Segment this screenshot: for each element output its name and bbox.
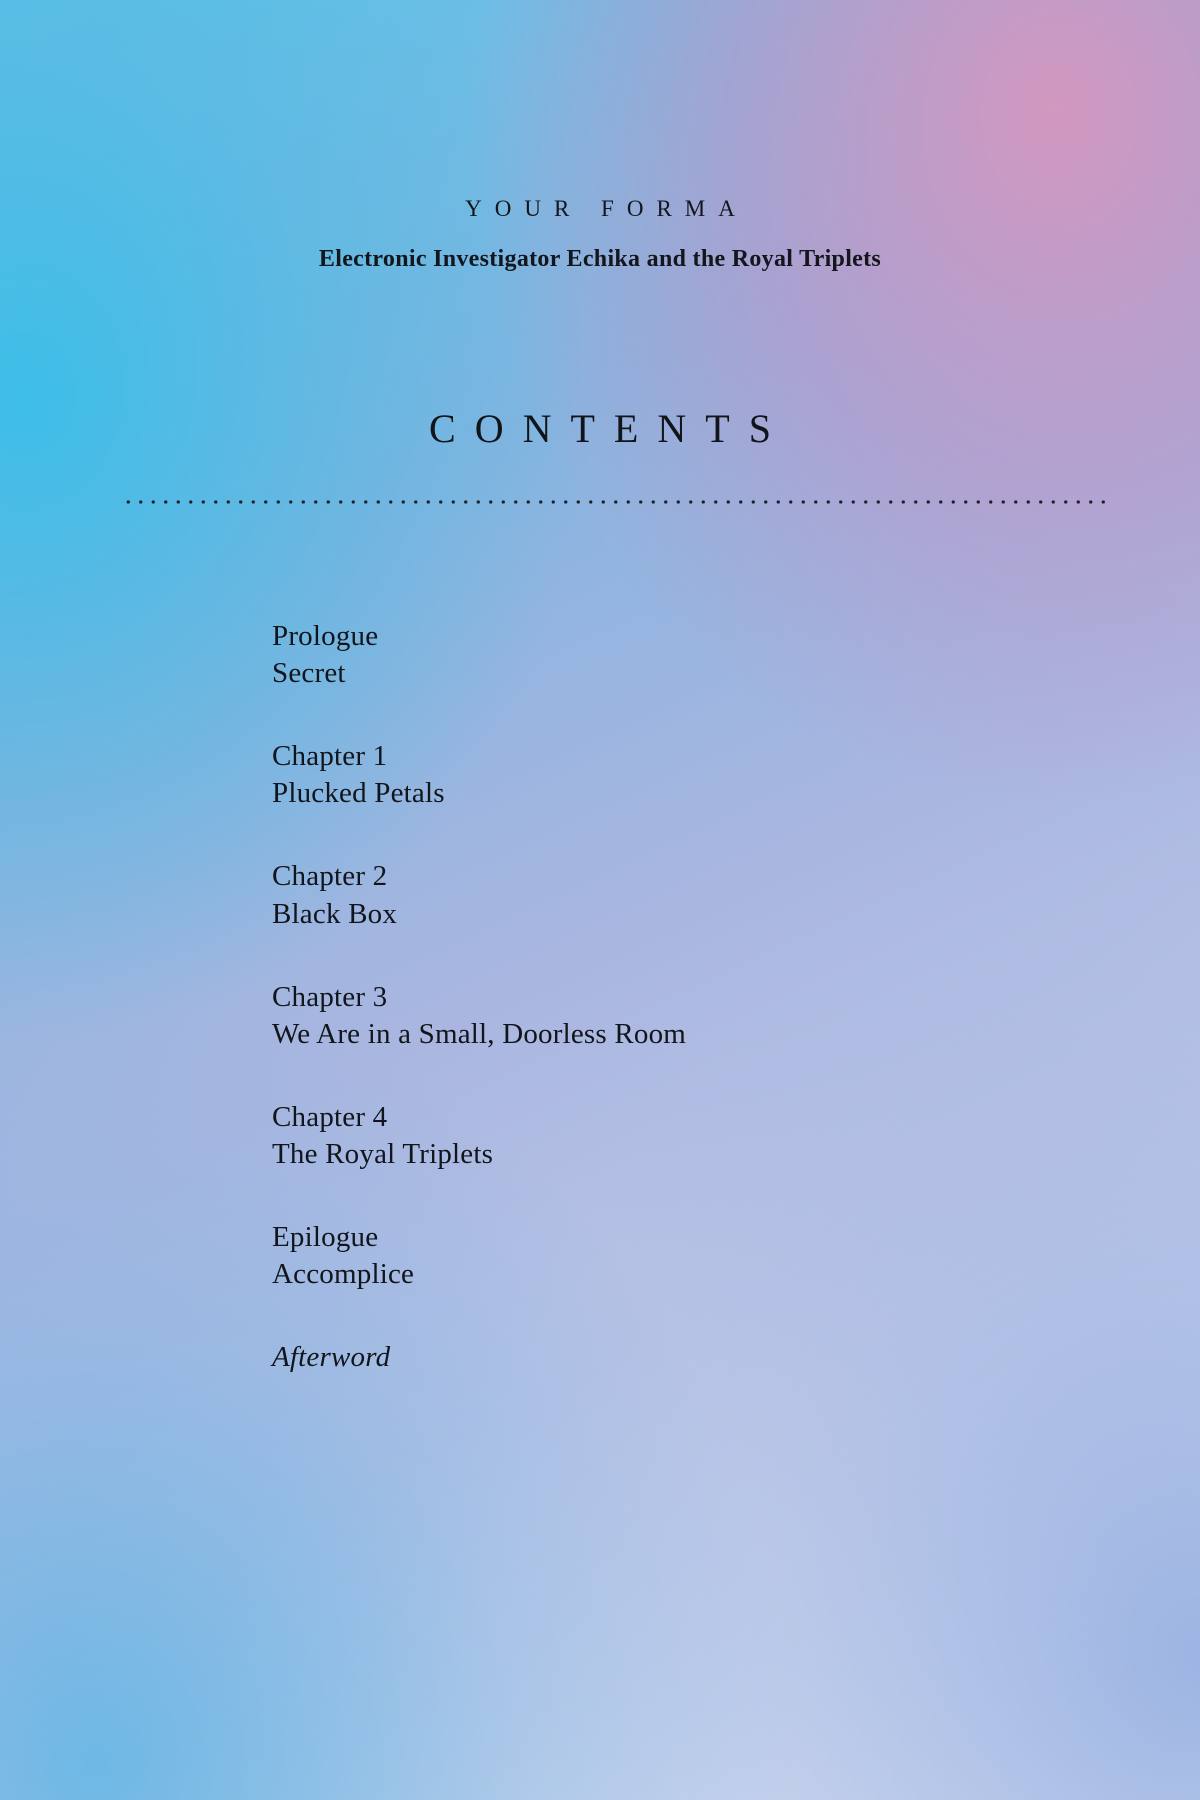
toc-entry-title: Secret: [272, 657, 346, 690]
book-subtitle: Electronic Investigator Echika and the Royal Triplets: [318, 246, 882, 272]
toc-entry-title: The Royal Triplets: [272, 1137, 494, 1170]
toc-entry-label: Chapter 4: [272, 1100, 388, 1133]
toc-entry-label: Chapter 3: [272, 980, 388, 1013]
toc-entry[interactable]: [272, 618, 1032, 692]
toc-entry-title: We Are in a Small, Doorless Room: [272, 1017, 687, 1050]
toc-entry[interactable]: [272, 1099, 1032, 1173]
dotted-divider: [122, 498, 1112, 506]
toc-entry-label: Chapter 2: [272, 860, 388, 893]
toc-entry[interactable]: [272, 738, 1032, 812]
toc-entry[interactable]: [272, 1339, 1032, 1376]
toc-entry[interactable]: [272, 1219, 1032, 1293]
toc-entry-label: Afterword: [272, 1341, 391, 1374]
toc-entry[interactable]: [272, 979, 1032, 1053]
toc-entry-title: Plucked Petals: [272, 777, 445, 810]
contents-heading: CONTENTS: [429, 406, 790, 451]
toc-entry-label: Prologue: [272, 620, 379, 652]
table-of-contents: [272, 618, 1032, 1376]
toc-entry[interactable]: [272, 858, 1032, 932]
toc-entry-label: Epilogue: [272, 1221, 379, 1254]
series-title: YOUR FORMA: [465, 196, 748, 221]
toc-entry-label: Chapter 1: [272, 740, 388, 773]
toc-entry-title: Black Box: [272, 897, 398, 930]
title-block: [0, 196, 1200, 273]
toc-entry-title: Accomplice: [272, 1258, 415, 1291]
